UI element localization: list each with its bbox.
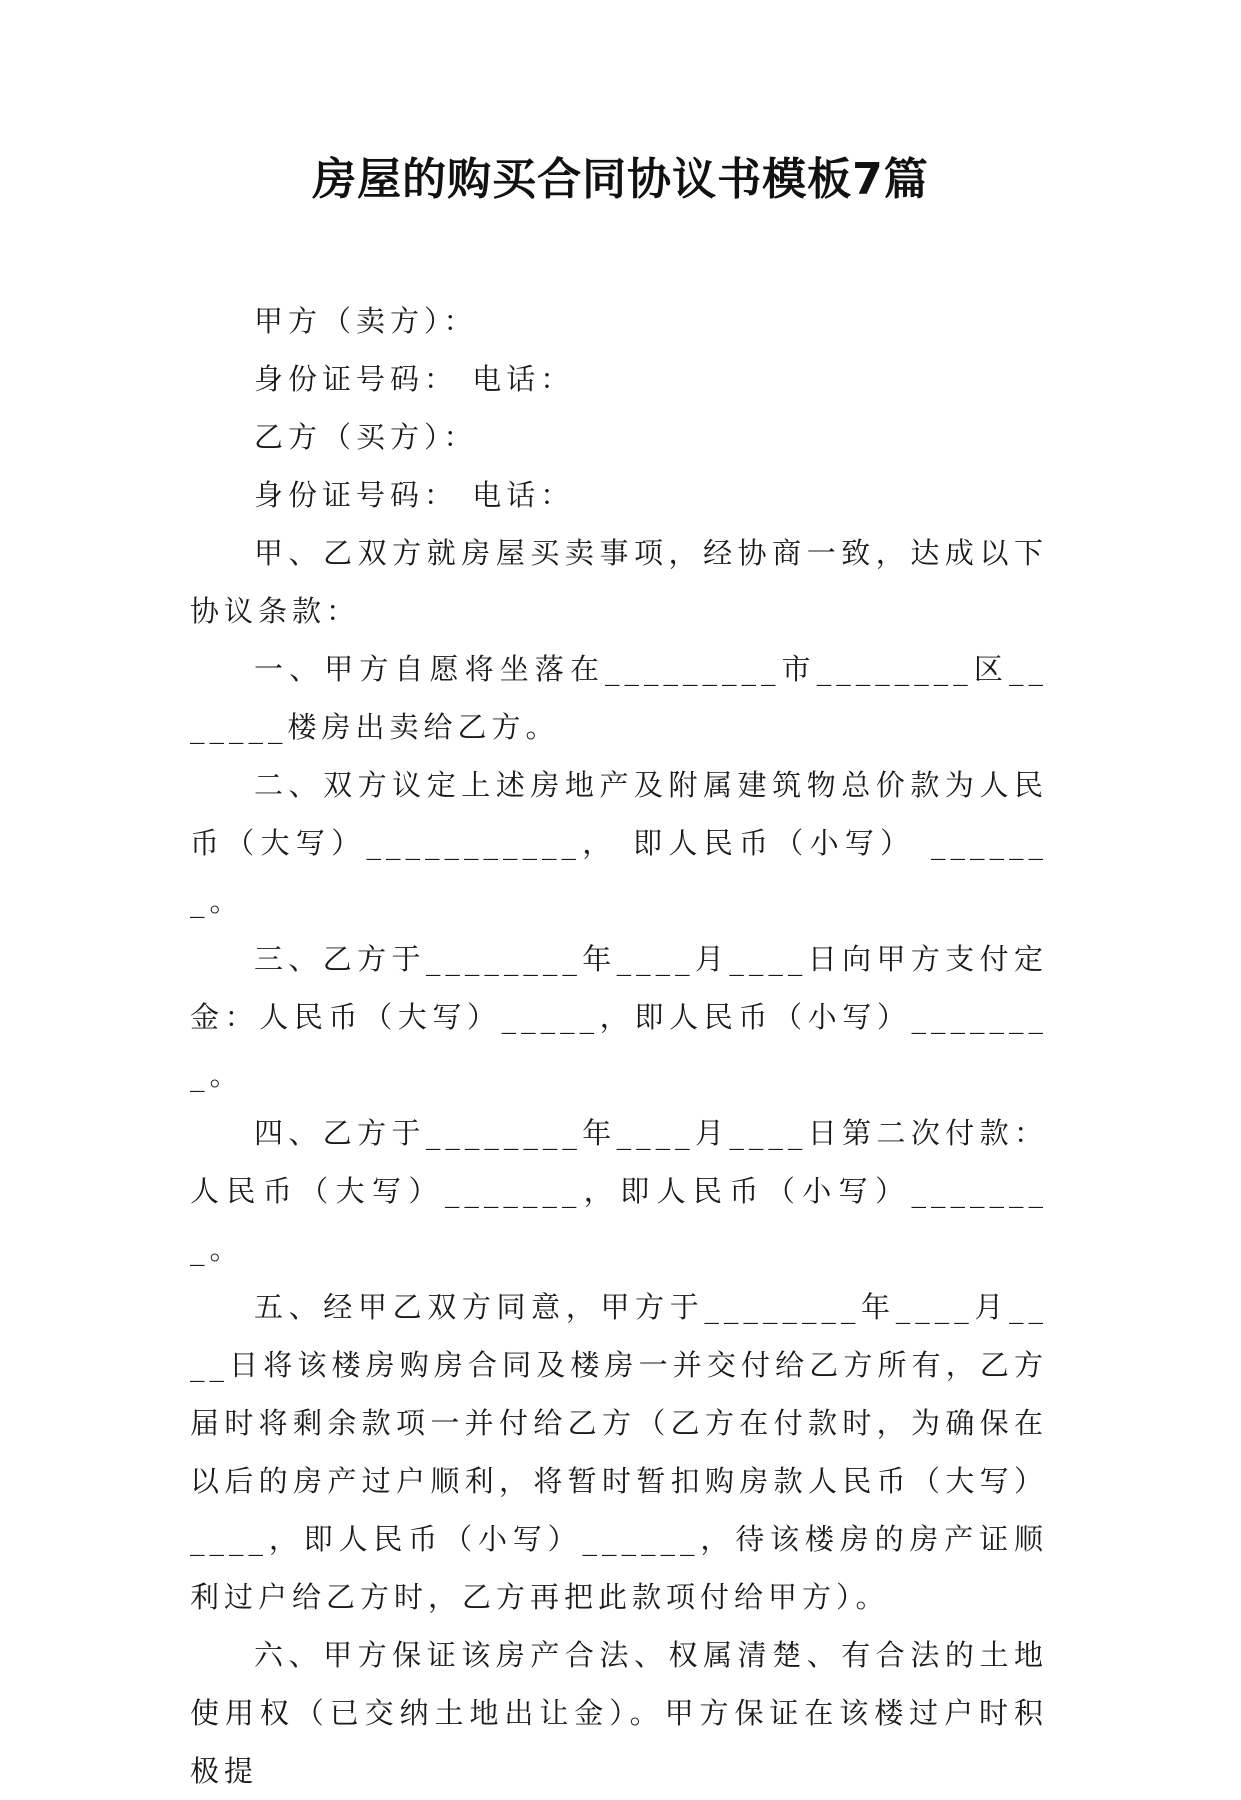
clause-1: 一、甲方自愿将坐落在_________市________区_______楼房出卖给乙方。 bbox=[190, 652, 1048, 744]
clause-2: 二、双方议定上述房地产及附属建筑物总价款为人民币（大写）___________， 即人民币（小写） _______。 bbox=[190, 768, 1048, 918]
document-body bbox=[190, 292, 1048, 1800]
clause-5: 五、经甲乙双方同意，甲方于________年____月____日将该楼房购房合同及楼房一并交付给乙方所有，乙方届时将剩余款项一并付给乙方（乙方在付款时，为确保在以后的房产过户顺利，将暂时暂扣购房款人民币（大写）____，即人民币（小写）______，待该楼房的房产证顺利过户给乙方时，乙方再把此款项付给甲方）。 bbox=[190, 1290, 1048, 1614]
clause-6: 六、甲方保证该房产合法、权属清楚、有合法的土地使用权（已交纳土地出让金）。甲方保证在该楼过户时积极提 bbox=[190, 1638, 1048, 1788]
seller-line: 甲方（卖方）： bbox=[254, 304, 478, 338]
seller-id-phone-line: 身份证号码： 电话： bbox=[254, 362, 575, 396]
document-title: 房屋的购买合同协议书模板7篇 bbox=[312, 154, 929, 205]
clause-4: 四、乙方于________年____月____日第二次付款：人民币（大写）_______，即人民币（小写）________。 bbox=[190, 1116, 1048, 1266]
clause-3: 三、乙方于________年____月____日向甲方支付定金：人民币（大写）_____，即人民币（小写）________。 bbox=[190, 942, 1048, 1092]
buyer-id-phone-line: 身份证号码： 电话： bbox=[254, 478, 575, 512]
buyer-line: 乙方（买方）： bbox=[254, 420, 478, 454]
intro-paragraph: 甲、乙双方就房屋买卖事项，经协商一致，达成以下协议条款： bbox=[190, 536, 1048, 628]
